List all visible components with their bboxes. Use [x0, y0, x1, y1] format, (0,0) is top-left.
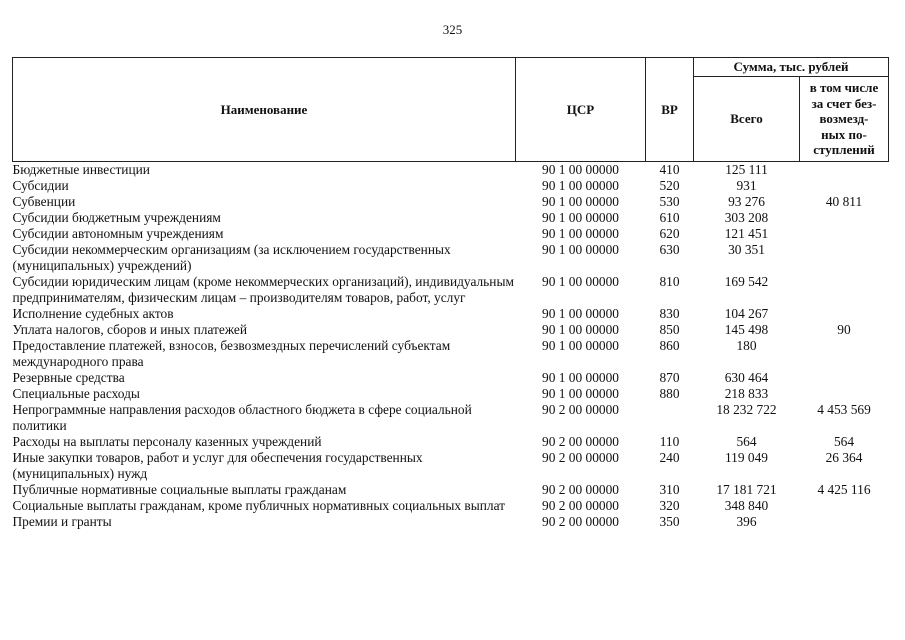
- row-csr: 90 2 00 00000: [542, 434, 619, 449]
- row-name: Субсидии: [12, 178, 69, 193]
- table-row: [13, 370, 889, 386]
- row-csr: 90 1 00 00000: [542, 370, 619, 385]
- row-total: 93 276: [728, 194, 765, 209]
- row-grant: 4 425 116: [817, 482, 871, 497]
- row-csr: 90 1 00 00000: [542, 306, 619, 321]
- table-row: [13, 402, 889, 434]
- row-csr: 90 2 00 00000: [542, 498, 619, 513]
- row-vr: 240: [659, 450, 680, 465]
- row-total: 564: [736, 434, 757, 449]
- row-csr: 90 1 00 00000: [542, 242, 619, 257]
- row-name: Субсидии юридическим лицам (кроме некоммерческих организаций), индивидуальным предпринимателям, физическим лицам – производителям товаров, работ, услуг: [12, 274, 514, 305]
- row-vr: 830: [659, 306, 680, 321]
- row-vr: 110: [659, 434, 680, 449]
- row-total: 30 351: [728, 242, 765, 257]
- table-row: [13, 242, 889, 274]
- row-csr: 90 1 00 00000: [542, 322, 619, 337]
- row-csr: 90 2 00 00000: [542, 514, 619, 529]
- row-grant: [800, 338, 889, 370]
- row-grant: 40 811: [825, 194, 863, 209]
- row-grant: [800, 210, 889, 226]
- row-total: 303 208: [724, 210, 769, 225]
- row-name: Иные закупки товаров, работ и услуг для обеспечения государственных (муниципальных) нужд: [12, 450, 423, 481]
- table-body: [13, 162, 889, 531]
- table-row: [13, 306, 889, 322]
- row-grant: 4 453 569: [817, 402, 871, 417]
- row-csr: 90 1 00 00000: [542, 194, 619, 209]
- row-name: Субсидии некоммерческим организациям (за исключением государственных (муниципальных) учреждений): [12, 242, 451, 273]
- row-grant: 90: [837, 322, 851, 337]
- row-vr: 880: [659, 386, 680, 401]
- row-csr: 90 1 00 00000: [542, 178, 619, 193]
- header-incl-line: за счет без-: [811, 95, 877, 111]
- row-vr: 410: [659, 162, 680, 177]
- header-sum: Сумма, тыс. рублей: [694, 58, 889, 77]
- row-grant: [800, 370, 889, 386]
- row-vr: 620: [659, 226, 680, 241]
- row-name: Исполнение судебных актов: [12, 306, 174, 321]
- row-csr: 90 1 00 00000: [542, 386, 619, 401]
- row-grant: [800, 514, 889, 530]
- header-incl-line: в том числе: [809, 80, 879, 96]
- row-csr: 90 2 00 00000: [542, 482, 619, 497]
- row-total: 119 049: [724, 450, 769, 465]
- table-row: [13, 178, 889, 194]
- row-grant: [800, 274, 889, 306]
- row-grant: [800, 162, 889, 179]
- row-total: 218 833: [724, 386, 769, 401]
- row-vr: 850: [659, 322, 680, 337]
- row-vr: 310: [659, 482, 680, 497]
- row-csr: 90 1 00 00000: [542, 162, 619, 177]
- header-name: Наименование: [13, 58, 516, 162]
- row-grant: [800, 226, 889, 242]
- row-grant: [800, 498, 889, 514]
- table-row: [13, 434, 889, 450]
- row-name: Бюджетные инвестиции: [12, 162, 150, 177]
- row-csr: 90 1 00 00000: [542, 226, 619, 241]
- table-row: [13, 322, 889, 338]
- row-name: Расходы на выплаты персоналу казенных учреждений: [12, 434, 322, 449]
- table-header: [13, 58, 889, 162]
- row-grant: 564: [833, 434, 855, 449]
- row-total: 931: [736, 178, 757, 193]
- row-total: 348 840: [724, 498, 769, 513]
- table-row: [13, 386, 889, 402]
- row-grant: [800, 306, 889, 322]
- table-row: [13, 194, 889, 210]
- row-csr: 90 1 00 00000: [542, 338, 619, 353]
- table-row: [13, 274, 889, 306]
- row-name: Специальные расходы: [12, 386, 140, 401]
- table-row: [13, 482, 889, 498]
- row-total: 125 111: [725, 162, 768, 177]
- table-row: [13, 514, 889, 530]
- row-total: 396: [736, 514, 757, 529]
- budget-table: [12, 57, 889, 530]
- row-grant: [800, 242, 889, 274]
- row-total: 145 498: [724, 322, 769, 337]
- row-grant: [800, 178, 889, 194]
- row-name: Социальные выплаты гражданам, кроме публичных нормативных социальных выплат: [12, 498, 506, 513]
- table-row: [13, 338, 889, 370]
- row-grant: [800, 386, 889, 402]
- row-vr: 810: [659, 274, 680, 289]
- table-row: [13, 162, 889, 179]
- row-name: Субсидии автономным учреждениям: [12, 226, 224, 241]
- row-vr: 630: [659, 242, 680, 257]
- row-name: Резервные средства: [12, 370, 125, 385]
- row-vr: 530: [659, 194, 680, 209]
- row-vr: [646, 402, 694, 434]
- row-vr: 520: [659, 178, 680, 193]
- row-vr: 320: [659, 498, 680, 513]
- row-total: 104 267: [724, 306, 769, 321]
- header-row-top: [13, 58, 889, 77]
- row-csr: 90 2 00 00000: [542, 402, 619, 417]
- row-name: Премии и гранты: [12, 514, 112, 529]
- row-csr: 90 1 00 00000: [542, 274, 619, 289]
- row-total: 18 232 722: [716, 402, 777, 417]
- table-row: [13, 450, 889, 482]
- table-row: [13, 498, 889, 514]
- table-row: [13, 226, 889, 242]
- row-name: Публичные нормативные социальные выплаты гражданам: [12, 482, 347, 497]
- row-vr: 610: [659, 210, 680, 225]
- row-vr: 870: [659, 370, 680, 385]
- row-name: Непрограммные направления расходов областного бюджета в сфере социальной политики: [12, 402, 472, 433]
- header-incl-line: ступлений: [813, 142, 875, 158]
- row-name: Предоставление платежей, взносов, безвозмездных перечислений субъектам международного права: [12, 338, 451, 369]
- row-csr: 90 1 00 00000: [542, 210, 619, 225]
- row-total: 17 181 721: [716, 482, 777, 497]
- header-csr: ЦСР: [516, 58, 646, 162]
- page-number: 325: [442, 22, 463, 37]
- header-incl-line: возмезд-: [819, 111, 869, 127]
- header-total: Всего: [694, 77, 800, 162]
- row-total: 630 464: [724, 370, 769, 385]
- row-name: Уплата налогов, сборов и иных платежей: [12, 322, 248, 337]
- row-name: Субсидии бюджетным учреждениям: [12, 210, 221, 225]
- header-incl-grants: [800, 77, 889, 162]
- row-total: 169 542: [724, 274, 769, 289]
- table-row: [13, 210, 889, 226]
- row-grant: 26 364: [825, 450, 863, 465]
- header-incl-line: ных по-: [821, 126, 867, 142]
- row-total: 121 451: [724, 226, 769, 241]
- row-name: Субвенции: [12, 194, 76, 209]
- row-vr: 860: [659, 338, 680, 353]
- row-total: 180: [736, 338, 757, 353]
- header-vr: ВР: [646, 58, 694, 162]
- row-vr: 350: [659, 514, 680, 529]
- row-csr: 90 2 00 00000: [542, 450, 619, 465]
